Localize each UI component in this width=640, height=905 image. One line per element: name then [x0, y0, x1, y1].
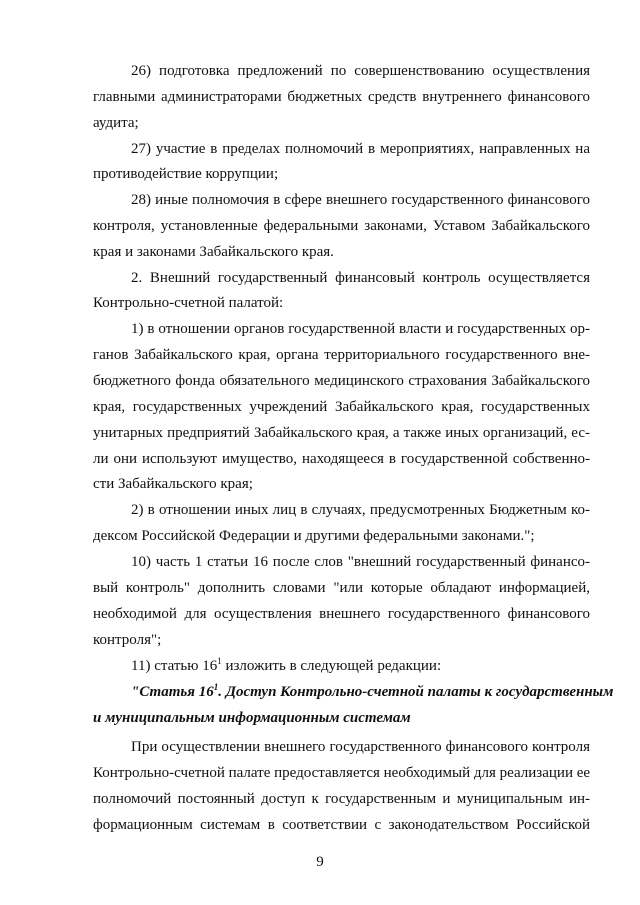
- paragraph-line: 1) в отношении органов государственной власти и государственных ор-: [131, 321, 590, 337]
- paragraph-line: аудита;: [93, 115, 139, 131]
- paragraph-line: контроля, установленные федеральными законами, Уставом Забайкальского: [93, 218, 590, 234]
- superscript: 1: [217, 656, 222, 666]
- article-heading-line-2: и муниципальным информационным системам: [93, 710, 411, 726]
- paragraph-line: формационным системам в соответствии с законодательством Российской: [93, 817, 590, 833]
- paragraph-line: ганов Забайкальского края, органа территориального государственного вне-: [93, 347, 590, 363]
- article-heading-text-tail: . Доступ Контрольно-счетной палаты к государственным: [218, 684, 614, 700]
- superscript: 1: [213, 682, 219, 692]
- item-11-text: 11) статью 16: [131, 658, 218, 674]
- paragraph-line: 10) часть 1 статьи 16 после слов "внешний государственный финансо-: [131, 554, 590, 570]
- paragraph-line: 28) иные полномочия в сфере внешнего государственного финансового: [131, 192, 590, 208]
- paragraph-line: края и законами Забайкальского края.: [93, 244, 334, 260]
- article-heading: [131, 682, 614, 702]
- paragraph-line: необходимой для осуществления внешнего государственного финансового: [93, 606, 590, 622]
- paragraph-line: вый контроль" дополнить словами "или которые обладают информацией,: [93, 580, 590, 596]
- article-heading-text: "Статья 16: [131, 684, 214, 700]
- item-11-text-tail: изложить в следующей редакции:: [221, 658, 442, 674]
- paragraph-line: контроля";: [93, 632, 162, 648]
- paragraph-line: ли они используют имущество, находящееся в государственной собственно-: [93, 451, 590, 467]
- paragraph-line: унитарных предприятий Забайкальского края, а также иных организаций, ес-: [93, 425, 590, 441]
- page-number: 9: [316, 854, 324, 870]
- paragraph-line: 2. Внешний государственный финансовый контроль осуществляется: [131, 270, 590, 286]
- paragraph-line: 26) подготовка предложений по совершенствованию осуществления: [131, 63, 590, 79]
- item-11-line: [131, 656, 590, 676]
- paragraph-line: сти Забайкальского края;: [93, 476, 253, 492]
- paragraph-line: При осуществлении внешнего государственного финансового контроля: [131, 739, 590, 755]
- paragraph-line: Контрольно-счетной палате предоставляется необходимый для реализации ее: [93, 765, 591, 781]
- paragraph-line: полномочий постоянный доступ к государственным и муниципальным ин-: [93, 791, 590, 807]
- paragraph-line: 2) в отношении иных лиц в случаях, предусмотренных Бюджетным ко-: [131, 502, 590, 518]
- paragraph-line: Контрольно-счетной палатой:: [93, 295, 284, 311]
- paragraph-line: дексом Российской Федерации и другими федеральными законами.";: [93, 528, 535, 544]
- paragraph-line: 27) участие в пределах полномочий в мероприятиях, направленных на: [131, 141, 590, 157]
- paragraph-line: бюджетного фонда обязательного медицинского страхования Забайкальского: [93, 373, 590, 389]
- paragraph-line: главными администраторами бюджетных средств внутреннего финансового: [93, 89, 590, 105]
- paragraph-line: противодействие коррупции;: [93, 166, 279, 182]
- paragraph-line: края, государственных учреждений Забайкальского края, государственных: [93, 399, 590, 415]
